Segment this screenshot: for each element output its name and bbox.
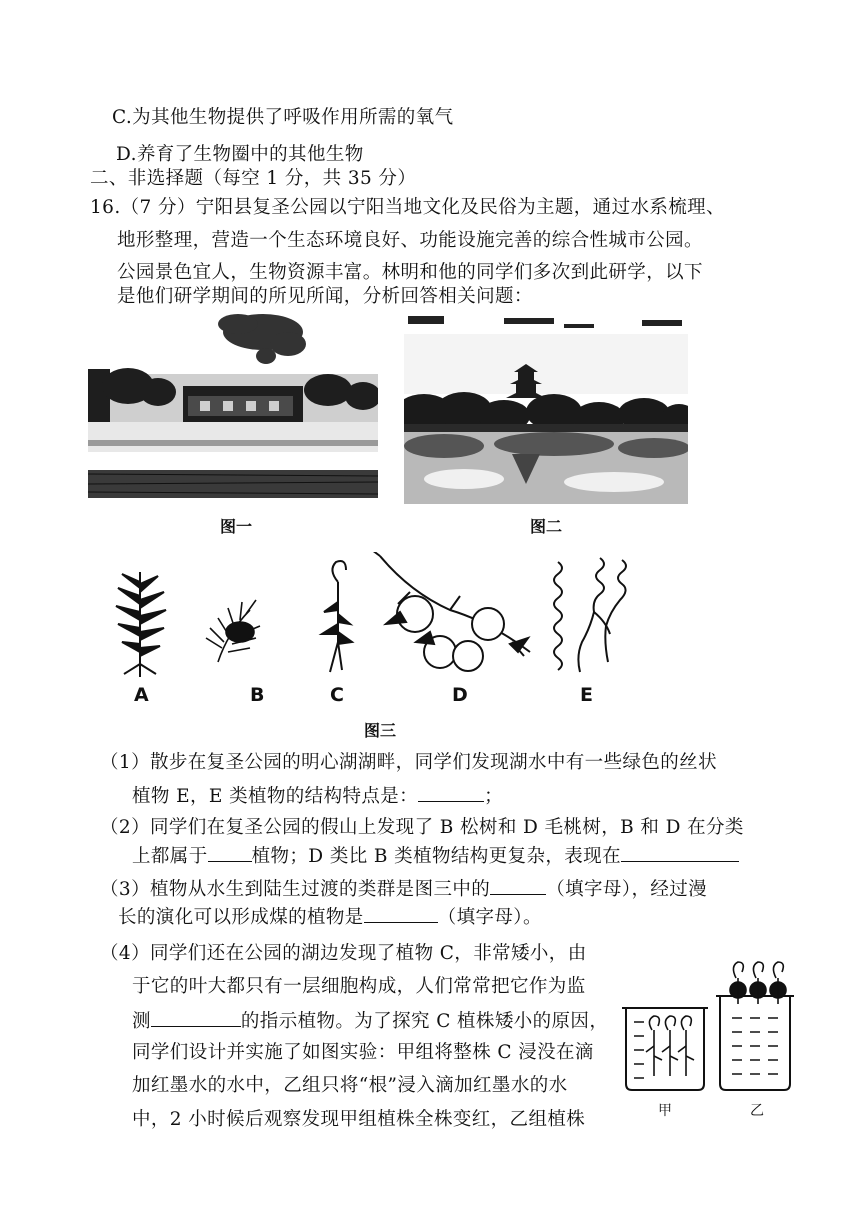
q16-part1-text: 植物 E，E 类植物的结构特点是： — [132, 786, 419, 807]
section-title: 二、非选择题（每空 1 分，共 35 分） — [90, 168, 417, 189]
figure-3-plant-drawings — [110, 552, 630, 712]
plant-b-pine — [206, 600, 260, 662]
q16-part4-line6: 中，2 小时候后观察发现甲组植株全株变红，乙组植株 — [132, 1109, 586, 1130]
q16-part2-text-b: 植物；D 类比 B 类植物结构更复杂，表现在 — [251, 846, 621, 867]
figure-1-park-gate-photo — [88, 314, 378, 504]
beaker-a-label: 甲 — [658, 1103, 672, 1119]
plant-label-c: C — [330, 684, 344, 706]
answer-blank-1[interactable] — [418, 783, 484, 802]
answer-blank-2[interactable] — [208, 843, 252, 862]
q16-part4-line5: 加红墨水的水中，乙组只将“根”浸入滴加红墨水的水 — [132, 1075, 568, 1096]
q16-part4-line4: 同学们设计并实施了如图实验：甲组将整株 C 浸没在滴 — [132, 1042, 594, 1063]
q16-part1-line2 — [132, 783, 503, 809]
plant-d-peach — [372, 552, 530, 671]
beaker-a — [622, 1008, 708, 1090]
q16-part2-line2 — [132, 843, 739, 869]
answer-blank-5[interactable] — [364, 904, 438, 923]
q16-part4-line2: 于它的叶大都只有一层细胞构成，人们常常把它作为监 — [132, 976, 586, 997]
plant-label-a: A — [134, 684, 149, 706]
q16-intro-line4: 是他们研学期间的所见所闻，分析回答相关问题： — [117, 286, 533, 307]
beaker-drawings — [618, 960, 798, 1100]
q16-part4-text-b: 的指示植物。为了探究 C 植株矮小的原因， — [240, 1011, 609, 1032]
q16-part4-text-a: 测 — [132, 1011, 151, 1032]
figure-2-lake-pagoda-photo — [404, 314, 688, 504]
q16-intro-line1: 16.（7 分）宁阳县复圣公园以宁阳当地文化及民俗为主题，通过水系梳理、 — [90, 197, 725, 218]
q16-part3-line1 — [100, 876, 707, 902]
q16-part4-line1: （4）同学们还在公园的湖边发现了植物 C，非常矮小，由 — [100, 943, 587, 964]
q16-part4-line3 — [132, 1008, 608, 1034]
plant-e-algae — [554, 558, 626, 672]
plant-c-moss — [322, 561, 352, 672]
plant-label-e: E — [580, 684, 593, 706]
option-c: C.为其他生物提供了呼吸作用所需的氧气 — [112, 107, 454, 128]
answer-blank-3[interactable] — [621, 843, 739, 862]
q16-part1-line1: （1）散步在复圣公园的明心湖湖畔，同学们发现湖水中有一些绿色的丝状 — [100, 752, 717, 773]
option-d: D.养育了生物圈中的其他生物 — [116, 144, 364, 165]
answer-blank-4[interactable] — [490, 876, 546, 895]
q16-intro-line2: 地形整理，营造一个生态环境良好、功能设施完善的综合性城市公园。 — [117, 230, 703, 251]
q16-part2-line1: （2）同学们在复圣公园的假山上发现了 B 松树和 D 毛桃树，B 和 D 在分类 — [100, 817, 744, 838]
plant-label-b: B — [250, 684, 265, 706]
figure-2-caption: 图二 — [530, 517, 563, 536]
answer-blank-6[interactable] — [151, 1008, 241, 1027]
q16-part3-text-a: （3）植物从水生到陆生过渡的类群是图三中的 — [100, 879, 491, 900]
plant-a-fern — [116, 572, 166, 677]
q16-part3-text-d: （填字母）。 — [437, 907, 542, 928]
q16-intro-line3: 公园景色宜人，生物资源丰富。林明和他的同学们多次到此研学，以下 — [117, 262, 703, 283]
q16-part3-text-b: （填字母），经过漫 — [546, 879, 708, 900]
q16-part3-text-c: 长的演化可以形成煤的植物是 — [118, 907, 364, 928]
figure-1-caption: 图一 — [220, 517, 253, 536]
q16-part2-text-a: 上都属于 — [132, 846, 208, 867]
figure-3-caption: 图三 — [364, 721, 397, 740]
q16-part1-end: ； — [484, 786, 503, 807]
beaker-b-label: 乙 — [750, 1103, 764, 1119]
beaker-b — [716, 962, 794, 1090]
beaker-experiment-figure — [618, 960, 798, 1120]
plant-label-d: D — [452, 684, 468, 706]
figure-3-plants — [110, 552, 630, 712]
q16-part3-line2 — [118, 904, 542, 930]
